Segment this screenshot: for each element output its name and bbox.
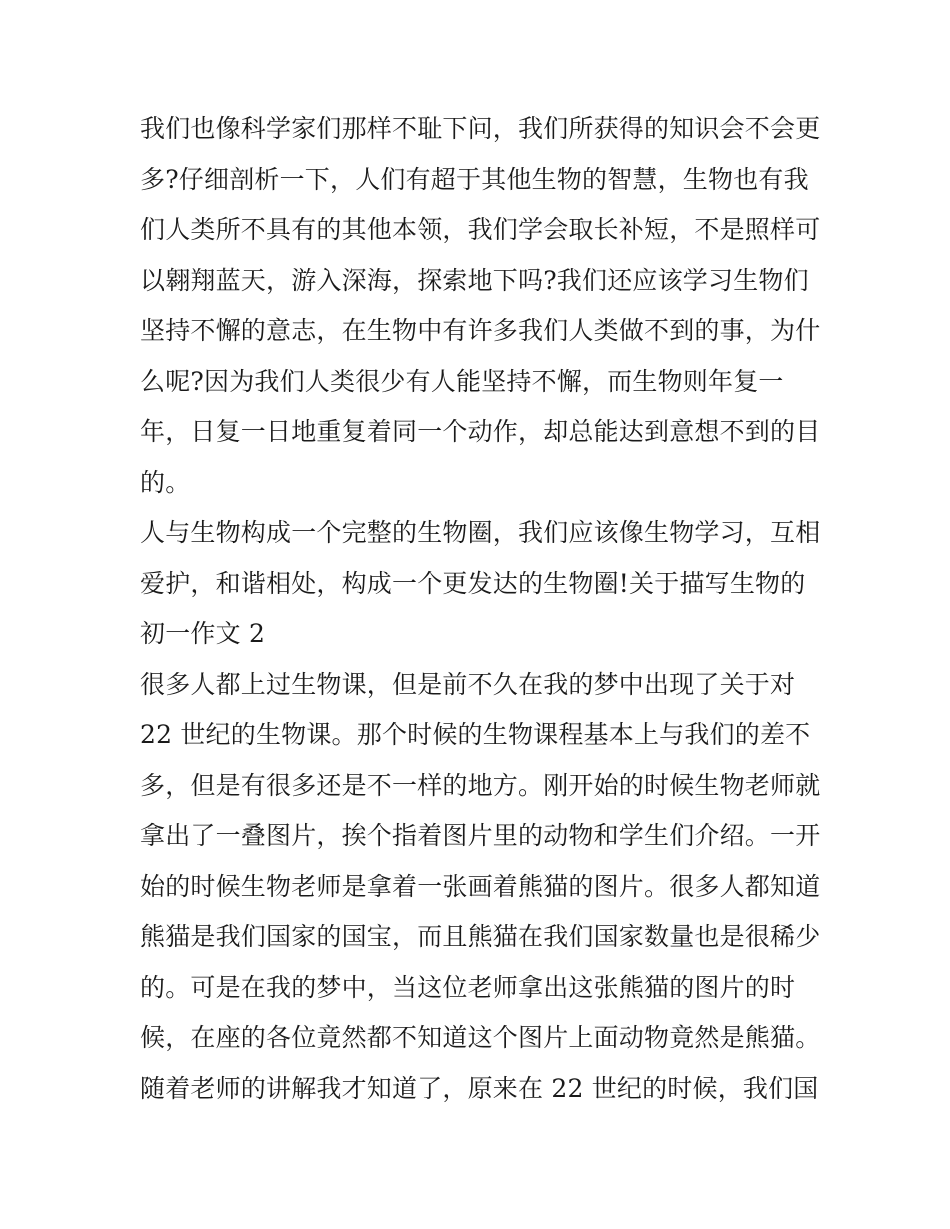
- text-line: 很多人都上过生物课，但是前不久在我的梦中出现了关于对: [140, 669, 796, 699]
- text-line: 拿出了一叠图片，挨个指着图片里的动物和学生们介绍。一开: [140, 821, 821, 850]
- section-heading: 初一作文 2: [140, 619, 266, 648]
- document-body: [140, 104, 830, 1114]
- text-line: 人与生物构成一个完整的生物圈，我们应该像生物学习，互相: [140, 518, 821, 547]
- text-line: 的。可是在我的梦中，当这位老师拿出这张熊猫的图片的时: [140, 972, 796, 1002]
- text-line: 的。: [140, 467, 191, 497]
- text-line: 22 世纪的生物课。那个时候的生物课程基本上与我们的差不: [140, 720, 811, 749]
- text-line: 多?仔细剖析一下，人们有超于其他生物的智慧，生物也有我: [140, 164, 809, 194]
- text-line: 候，在座的各位竟然都不知道这个图片上面动物竟然是熊猫。: [140, 1023, 821, 1052]
- text-line: 以翱翔蓝天，游入深海，探索地下吗?我们还应该学习生物们: [140, 265, 809, 295]
- text-line: 爱护，和谐相处，构成一个更发达的生物圈!关于描写生物的: [140, 568, 806, 598]
- text-line: 坚持不懈的意志，在生物中有许多我们人类做不到的事，为什: [140, 316, 821, 345]
- text-line: 我们也像科学家们那样不耻下问，我们所获得的知识会不会更: [140, 114, 821, 143]
- text-line: 们人类所不具有的其他本领，我们学会取长补短，不是照样可: [140, 215, 821, 244]
- text-line: 始的时候生物老师是拿着一张画着熊猫的图片。很多人都知道: [140, 871, 821, 901]
- text-line: 么呢?因为我们人类很少有人能坚持不懈，而生物则年复一: [140, 366, 784, 396]
- text-line: 随着老师的讲解我才知道了，原来在 22 世纪的时候，我们国: [140, 1073, 819, 1103]
- text-line: 多，但是有很多还是不一样的地方。刚开始的时候生物老师就: [140, 770, 821, 800]
- text-line: 熊猫是我们国家的国宝，而且熊猫在我们国家数量也是很稀少: [140, 922, 821, 951]
- text-line: 年，日复一日地重复着同一个动作，却总能达到意想不到的目: [140, 417, 821, 446]
